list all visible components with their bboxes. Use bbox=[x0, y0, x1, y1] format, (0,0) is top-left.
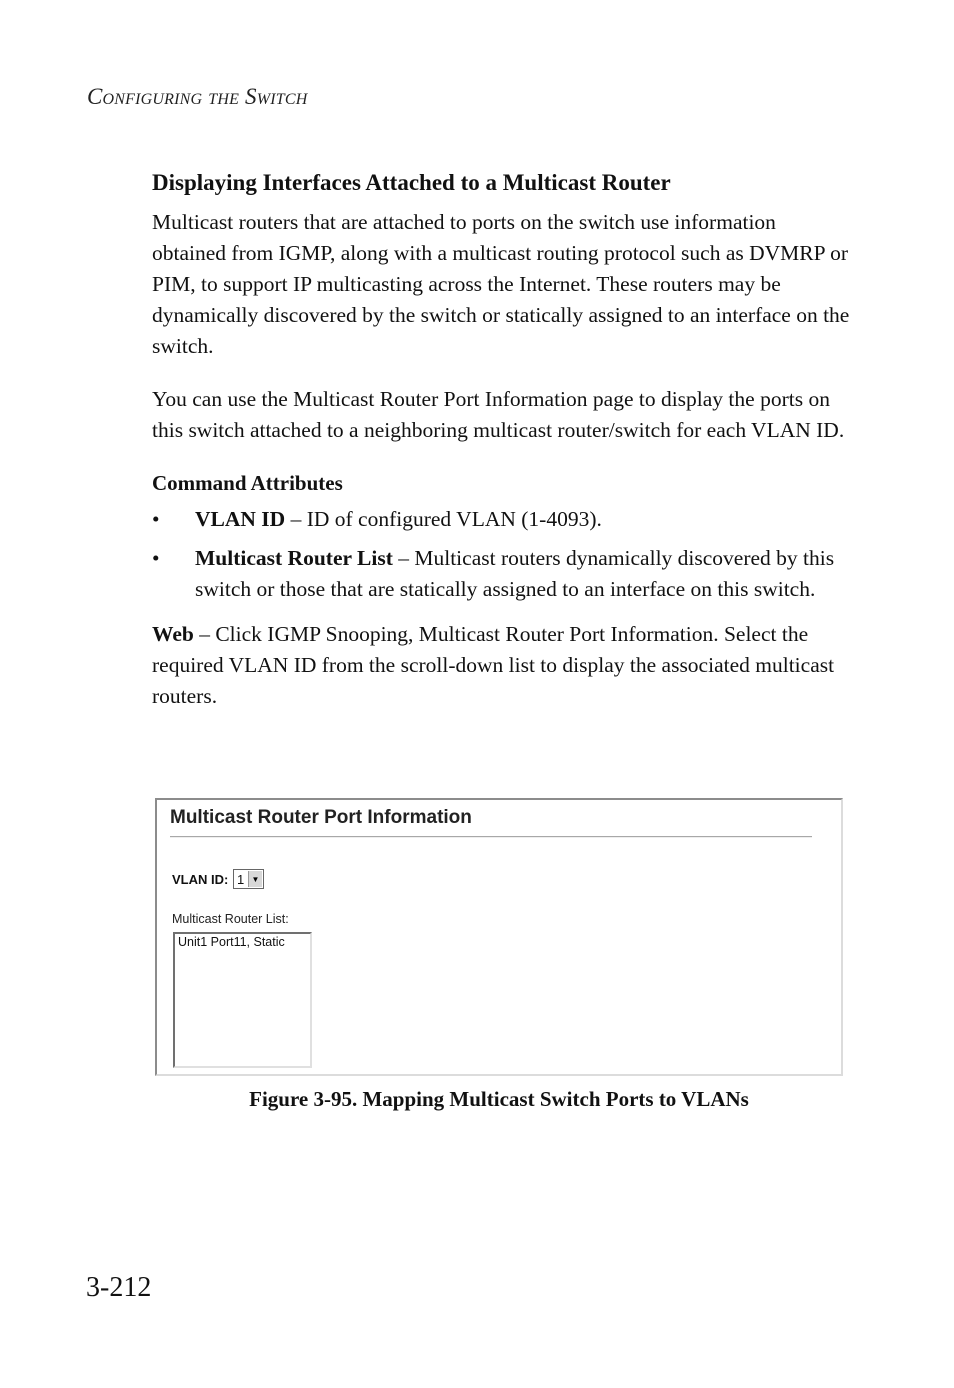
attribute-desc: – Multicast routers dynamically discovered by this switch or those that are statically assigned to an interface on this switch. bbox=[195, 546, 835, 601]
list-item[interactable]: Unit1 Port11, Static bbox=[178, 935, 285, 949]
attribute-list bbox=[152, 504, 852, 605]
main-content bbox=[152, 168, 852, 734]
attribute-term: VLAN ID bbox=[195, 507, 286, 531]
figure-caption: Figure 3-95. Mapping Multicast Switch Ports to VLANs bbox=[249, 1087, 749, 1111]
multicast-router-listbox[interactable] bbox=[173, 932, 312, 1068]
vlan-id-label: VLAN ID: bbox=[172, 872, 229, 887]
section-title: Displaying Interfaces Attached to a Multicast Router bbox=[152, 170, 671, 195]
command-attributes-heading: Command Attributes bbox=[152, 471, 343, 495]
chevron-down-icon[interactable]: ▼ bbox=[248, 871, 262, 887]
figure-divider bbox=[170, 836, 812, 838]
paragraph-intro: Multicast routers that are attached to ports on the switch use information obtained from IGMP, along with a multicast routing protocol such as DVMRP or PIM, to support IP multicasting across the Internet. These routers may be dynamically discovered by the switch or statically assigned to an interface on the switch. bbox=[152, 210, 850, 358]
figure-screenshot bbox=[155, 798, 843, 1076]
multicast-router-list-label: Multicast Router List: bbox=[172, 912, 289, 926]
web-term: Web bbox=[152, 622, 194, 646]
attribute-term: Multicast Router List bbox=[195, 546, 393, 570]
bullet-dot: • bbox=[152, 507, 160, 531]
attribute-desc: – ID of configured VLAN (1-4093). bbox=[285, 507, 602, 531]
figure-title: Multicast Router Port Information bbox=[170, 807, 472, 828]
page-number: 3-212 bbox=[86, 1272, 152, 1303]
running-head: Configuring the Switch bbox=[87, 84, 308, 109]
attribute-multicast-router-list bbox=[152, 543, 852, 605]
web-instructions bbox=[152, 619, 852, 712]
web-desc: – Click IGMP Snooping, Multicast Router Port Information. Select the required VLAN ID from the scroll-down list to display the associated multicast routers. bbox=[152, 622, 835, 708]
vlan-id-value: 1 bbox=[237, 871, 245, 887]
vlan-id-select[interactable] bbox=[233, 869, 264, 889]
bullet-dot: • bbox=[152, 546, 160, 570]
attribute-vlan-id bbox=[152, 504, 852, 535]
paragraph-usage: You can use the Multicast Router Port Information page to display the ports on this switch attached to a neighboring multicast router/switch for each VLAN ID. bbox=[152, 387, 845, 442]
